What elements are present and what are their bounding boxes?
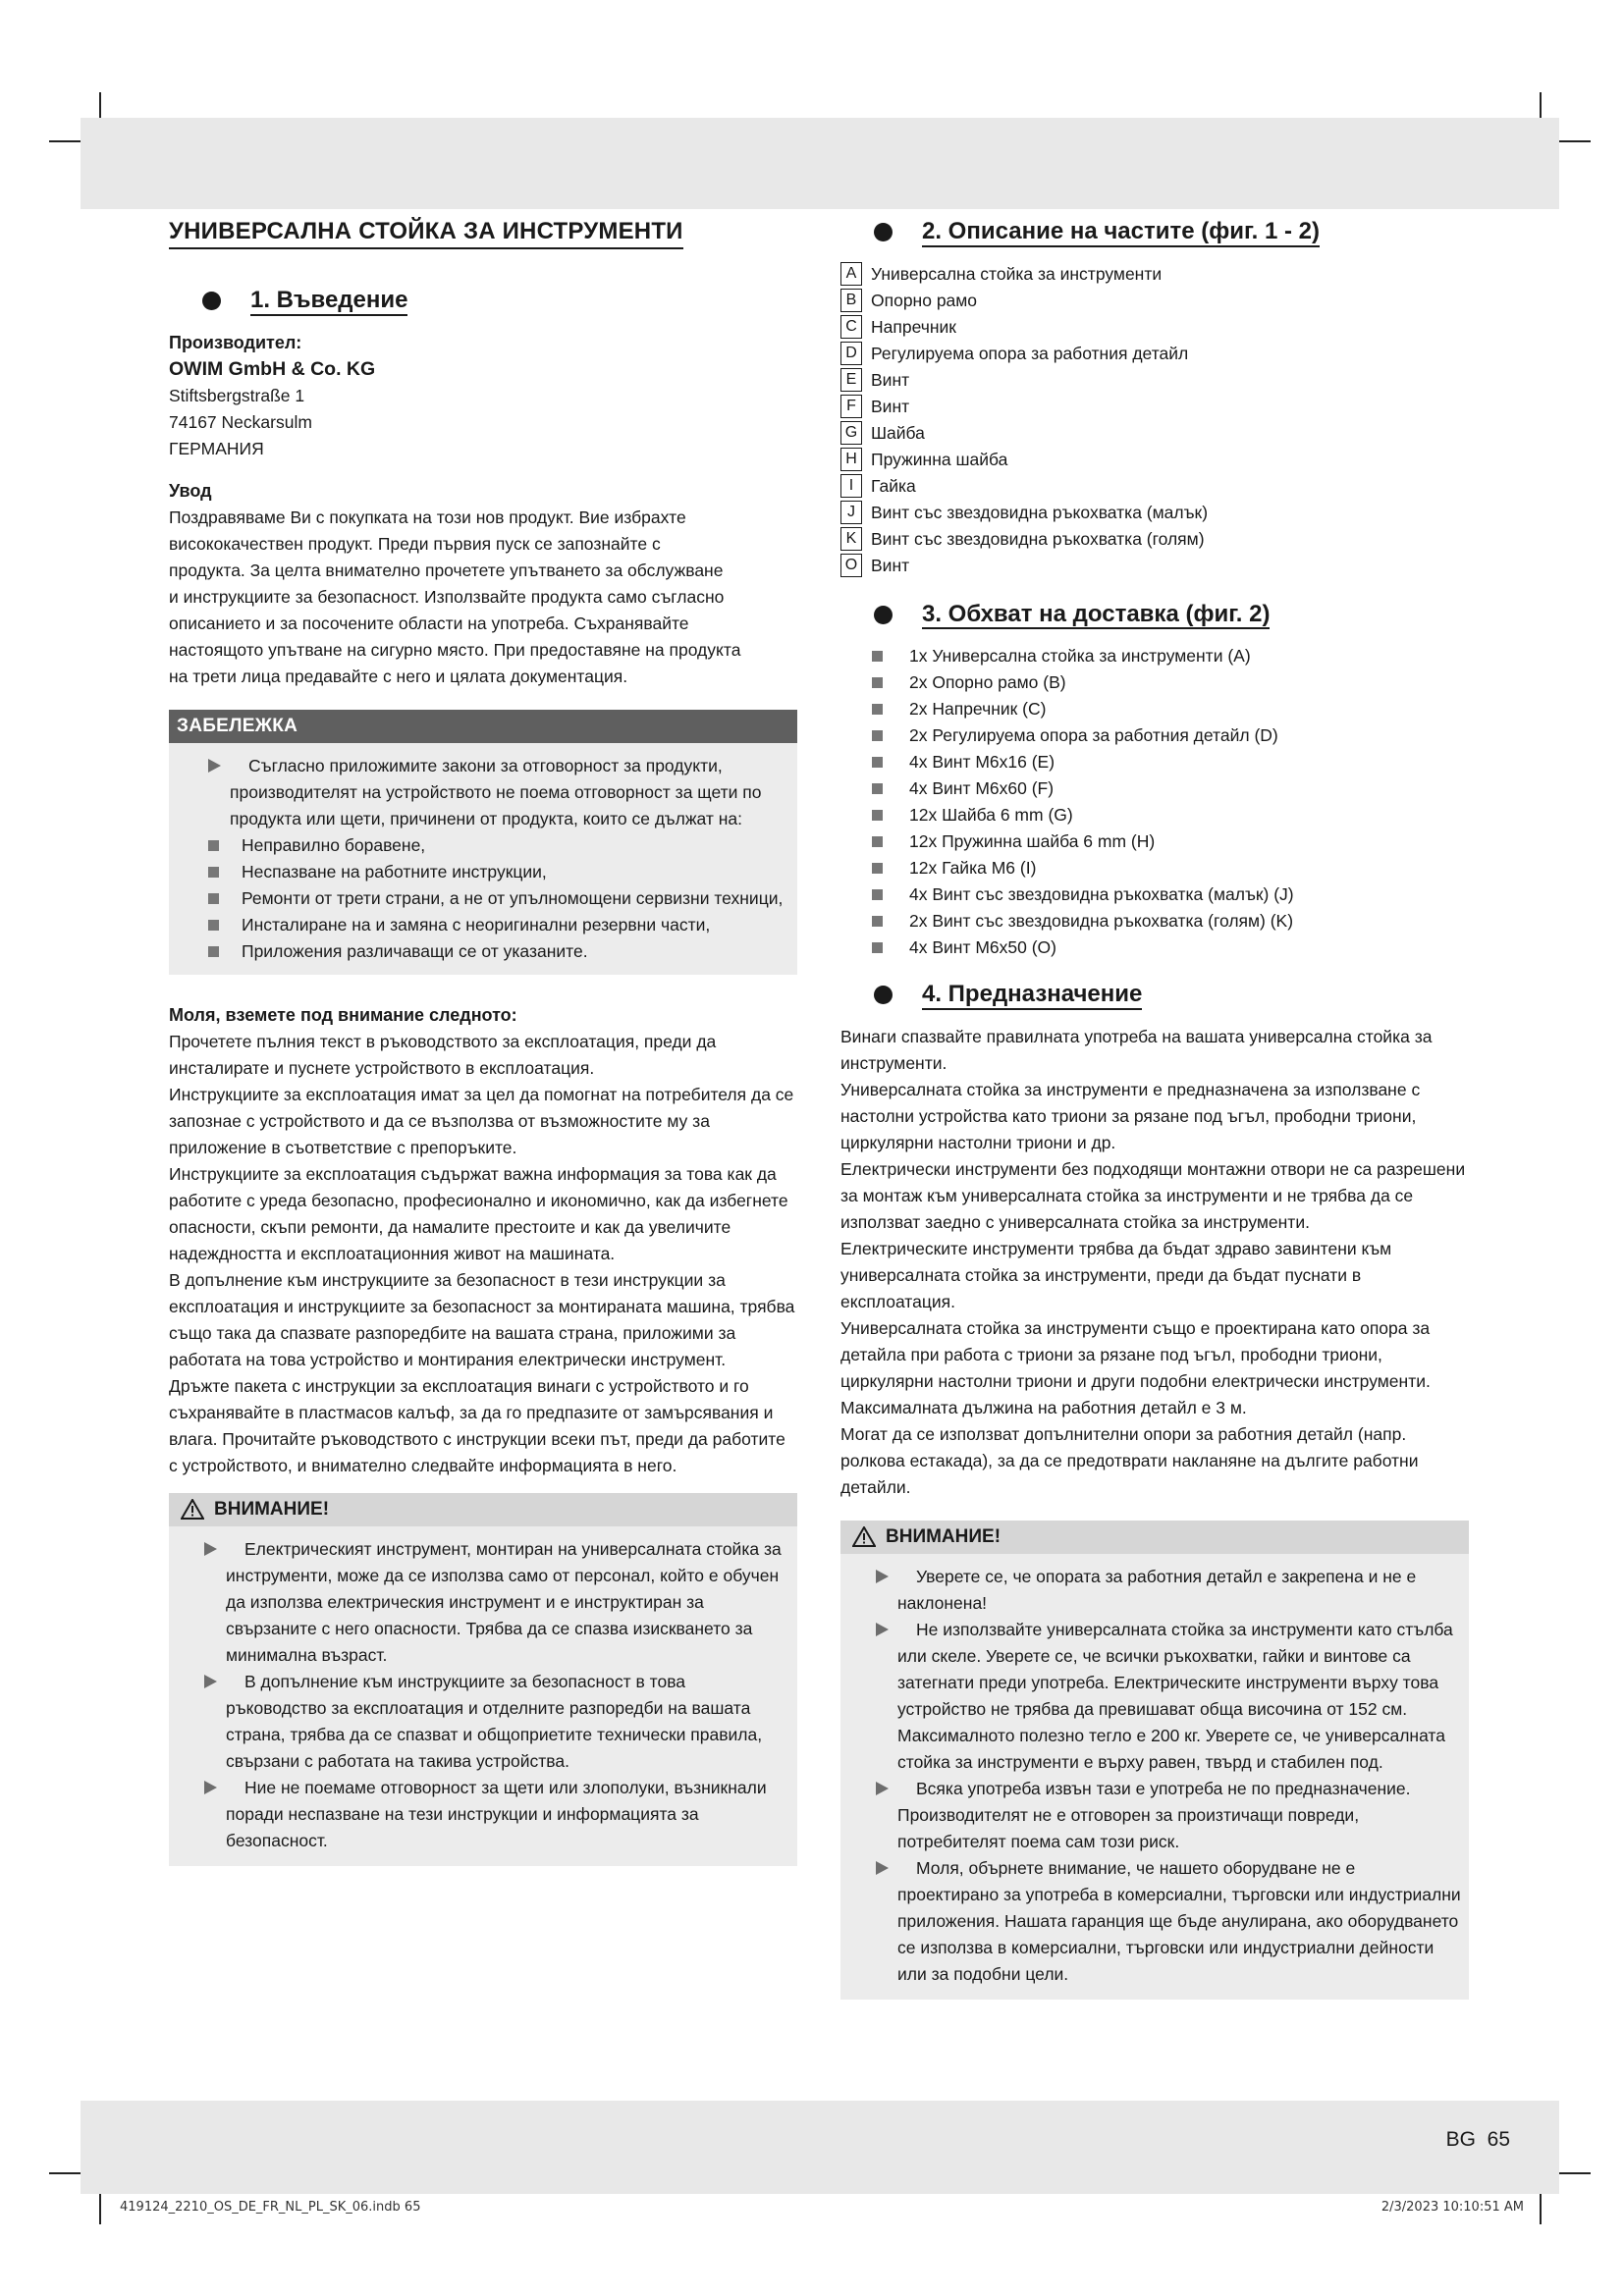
intro-line: Поздравяваме Ви с покупката на този нов продукт. Вие избрахте bbox=[169, 507, 686, 527]
part-item: C Напречник bbox=[840, 314, 1469, 341]
purpose-paragraph: Максималната дължина на работния детайл е 3 м. bbox=[840, 1397, 1247, 1417]
bullet-dot-icon bbox=[874, 986, 893, 1004]
scope-item: 2x Винт със звездовидна ръкохватка (голям) (K) bbox=[840, 908, 1469, 934]
part-item: H Пружинна шайба bbox=[840, 447, 1469, 473]
page-number: BG 65 bbox=[1445, 2128, 1510, 2151]
warning-item: Електрическият инструмент, монтиран на универсалната стойка за инструменти, може да се използва само от персонал, който е обучен да използва електрическия инструмент и е инструктиран за свързаните с него опасности. Трябва да се спазва изискването за минимална възраст. bbox=[204, 1536, 789, 1669]
warning-body bbox=[169, 1526, 797, 1866]
warning-triangle-icon bbox=[852, 1526, 876, 1547]
part-item: B Опорно рамо bbox=[840, 288, 1469, 314]
note-body bbox=[169, 743, 797, 975]
header-band bbox=[81, 118, 1559, 209]
warning-box-left bbox=[169, 1493, 797, 1866]
note-heading: ЗАБЕЛЕЖКА bbox=[169, 710, 797, 743]
warning-body bbox=[840, 1554, 1469, 2000]
part-item: I Гайка bbox=[840, 473, 1469, 500]
scope-item: 12x Шайба 6 mm (G) bbox=[840, 802, 1469, 828]
part-item: D Регулируема опора за работния детайл bbox=[840, 341, 1469, 367]
note-item: Ремонти от трети страни, а не от упълномощени сервизни техници, bbox=[208, 885, 789, 912]
warning-item: Не използвайте универсалната стойка за инструменти като стълба или скеле. Уверете се, че всички ръкохватки, гайки и винтове са затегнати преди употреба. Електрическите инструменти върху това устройство не трябва да превишават обща височина от 152 см. Максималното полезно тегло е 200 кг. Уверете се, че универсалната стойка за инструменти е върху равен, твърд и стабилен под. bbox=[876, 1617, 1461, 1776]
part-item: J Винт със звездовидна ръкохватка (малък) bbox=[840, 500, 1469, 526]
scope-item: 2x Опорно рамо (B) bbox=[840, 669, 1469, 696]
warning-item: Уверете се, че опората за работния детайл е закрепена и не е наклонена! bbox=[876, 1564, 1461, 1617]
part-item: E Винт bbox=[840, 367, 1469, 394]
footer-file: 419124_2210_OS_DE_FR_NL_PL_SK_06.indb 65 bbox=[120, 2200, 421, 2215]
scope-heading: 3. Обхват на доставка (фиг. 2) bbox=[840, 601, 1469, 630]
purpose-paragraph: Електрически инструменти без подходящи монтажни отвори не са разрешени за монтаж към универсалната стойка за инструменти и не трябва да се използват заедно с универсалната стойка за инструменти. bbox=[840, 1158, 1466, 1232]
part-item: K Винт със звездовидна ръкохватка (голям) bbox=[840, 526, 1469, 553]
arrow-bullet-icon bbox=[876, 1570, 889, 1583]
consider-paragraph: Прочетете пълния текст в ръководството за експлоатация, преди да инсталирате и пуснете устройството в експлоатация. bbox=[169, 1031, 717, 1078]
arrow-bullet-icon bbox=[204, 1542, 217, 1556]
scope-item: 4x Винт със звездовидна ръкохватка (малък) (J) bbox=[840, 881, 1469, 908]
footer-date: 2/3/2023 10:10:51 AM bbox=[1380, 2200, 1524, 2215]
part-item: G Шайба bbox=[840, 420, 1469, 447]
intro-line: на трети лица предавайте с него и цялата документация. bbox=[169, 666, 628, 686]
warning-box-right bbox=[840, 1521, 1469, 2000]
arrow-bullet-icon bbox=[208, 759, 221, 773]
purpose-paragraph: Могат да се използват допълнителни опори за работния детайл (напр. ролкова естакада), за да се предотврати накланяне на дългите работни детайли. bbox=[840, 1423, 1419, 1497]
intro-line: и инструкциите за безопасност. Използвайте продукта само съгласно bbox=[169, 586, 725, 607]
left-column bbox=[169, 218, 797, 1866]
footer-band bbox=[81, 2101, 1559, 2194]
warning-item: Моля, обърнете внимание, че нашето оборудване не е проектирано за употреба в комерсиални, търговски или индустриални приложения. Нашата гаранция ще бъде анулирана, ако оборудването се използва в комерсиални, търговски или индустриални дейности или за подобни цели. bbox=[876, 1855, 1461, 1988]
arrow-bullet-icon bbox=[876, 1623, 889, 1636]
arrow-bullet-icon bbox=[204, 1675, 217, 1688]
purpose-paragraph: Универсалната стойка за инструменти също е проектирана като опора за детайла при работа с триони за рязане под ъгъл, прободни триони, циркулярни настолни триони и други подобни електрически инструменти. bbox=[840, 1317, 1431, 1391]
intro-line: висококачествен продукт. Преди първия пуск се запознайте с bbox=[169, 533, 661, 554]
note-item: Инсталиране на и замяна с неоригинални резервни части, bbox=[208, 912, 789, 938]
scope-item: 2x Напречник (C) bbox=[840, 696, 1469, 722]
note-box bbox=[169, 710, 797, 975]
purpose-heading: 4. Предназначение bbox=[840, 981, 1469, 1010]
scope-item: 1x Универсална стойка за инструменти (A) bbox=[840, 643, 1469, 669]
purpose-paragraph: Винаги спазвайте правилната употреба на вашата универсална стойка за инструменти. bbox=[840, 1026, 1433, 1073]
arrow-bullet-icon bbox=[204, 1781, 217, 1794]
warning-item: В допълнение към инструкциите за безопасност в това ръководство за експлоатация и отделните разпоредби на вашата страна, трябва да се спазват и общоприетите технически правила, свързани с работата на такива устройства. bbox=[204, 1669, 789, 1775]
consider-paragraph: Инструкциите за експлоатация съдържат важна информация за това как да работите с уреда безопасно, професионално и икономично, как да избегнете опасности, скъпи ремонти, да намалите престоите и как да увеличите надеждността и експлоатационния живот на машината. bbox=[169, 1163, 788, 1263]
company-name: OWIM GmbH & Co. KG bbox=[169, 357, 376, 380]
arrow-bullet-icon bbox=[876, 1861, 889, 1875]
bullet-dot-icon bbox=[202, 292, 221, 310]
scope-item: 12x Гайка M6 (I) bbox=[840, 855, 1469, 881]
consider-paragraph: В допълнение към инструкциите за безопасност в тези инструкции за експлоатация и инструкциите за безопасност за монтираната машина, трябва също така да спазвате разпоредбите на вашата страна, приложими за работата на това устройство и монтирания електрически инструмент. bbox=[169, 1269, 795, 1369]
address-line: 74167 Neckarsulm bbox=[169, 411, 312, 432]
bullet-dot-icon bbox=[874, 606, 893, 624]
consider-paragraph: Инструкциите за експлоатация имат за цел да помогнат на потребителя да се запознае с устройството и да се възползва от възможностите му за приложение в съответствие с препоръките. bbox=[169, 1084, 794, 1157]
right-column bbox=[840, 218, 1469, 2000]
part-item: O Винт bbox=[840, 553, 1469, 579]
scope-list bbox=[840, 643, 1469, 961]
part-item: A Универсална стойка за инструменти bbox=[840, 261, 1469, 288]
purpose-paragraph: Универсалната стойка за инструменти е предназначена за използване с настолни устройства като триони за рязане под ъгъл, прободни триони, циркулярни настолни триони и др. bbox=[840, 1079, 1421, 1152]
warning-item: Ние не поемаме отговорност за щети или злополуки, възникнали поради неспазване на тези инструкции и информацията за безопасност. bbox=[204, 1775, 789, 1854]
note-item: Приложения различаващи се от указаните. bbox=[208, 938, 789, 965]
address-line: ГЕРМАНИЯ bbox=[169, 438, 264, 458]
warning-triangle-icon bbox=[181, 1499, 204, 1520]
intro-line: настоящото упътване на сигурно място. При предоставяне на продукта bbox=[169, 639, 741, 660]
scope-item: 4x Винт M6x50 (O) bbox=[840, 934, 1469, 961]
intro-line: продукта. За целта внимателно прочетете упътването за обслужване bbox=[169, 560, 724, 580]
consider-paragraph: Дръжте пакета с инструкции за експлоатация винаги с устройството и го съхранявайте в пластмасов калъф, за да го предпазите от замърсявания и влага. Прочитайте ръководството с инструкции всеки път, преди да работите с устройството, и внимателно следвайте информацията в него. bbox=[169, 1375, 785, 1475]
consider-label: Моля, вземете под внимание следното: bbox=[169, 1004, 517, 1025]
scope-item: 4x Винт M6x16 (E) bbox=[840, 749, 1469, 775]
note-item: Неправилно боравене, bbox=[208, 832, 789, 859]
intro-line: описанието и за посочените области на употреба. Съхранявайте bbox=[169, 613, 689, 633]
purpose-paragraph: Електрическите инструменти трябва да бъдат здраво завинтени към универсалната стойка за инструменти, преди да бъдат пуснати в експлоатация. bbox=[840, 1238, 1392, 1311]
page-title: УНИВЕРСАЛНА СТОЙКА ЗА ИНСТРУМЕНТИ bbox=[169, 218, 683, 249]
scope-item: 2x Регулируема опора за работния детайл (D) bbox=[840, 722, 1469, 749]
address-line: Stiftsbergstraße 1 bbox=[169, 385, 305, 405]
bullet-dot-icon bbox=[874, 223, 893, 241]
arrow-bullet-icon bbox=[876, 1782, 889, 1795]
warning-heading: ВНИМАНИЕ! bbox=[840, 1521, 1469, 1554]
note-item: Неспазване на работните инструкции, bbox=[208, 859, 789, 885]
scope-item: 12x Пружинна шайба 6 mm (H) bbox=[840, 828, 1469, 855]
warning-heading: ВНИМАНИЕ! bbox=[169, 1493, 797, 1526]
warning-item: Всяка употреба извън тази е употреба не по предназначение. Производителят не е отговорен за произтичащи повреди, потребителят поема сам този риск. bbox=[876, 1776, 1461, 1855]
note-lead: Съгласно приложимите закони за отговорност за продукти, производителят на устройството не поема отговорност за щети по продукта или щети, причинени от продукта, които се дължат на: bbox=[208, 753, 789, 832]
manufacturer-label: Производител: bbox=[169, 332, 302, 352]
scope-item: 4x Винт M6x60 (F) bbox=[840, 775, 1469, 802]
intro-label: Увод bbox=[169, 480, 212, 501]
part-item: F Винт bbox=[840, 394, 1469, 420]
parts-list bbox=[840, 261, 1469, 579]
parts-heading: 2. Описание на частите (фиг. 1 - 2) bbox=[840, 218, 1469, 247]
intro-heading: 1. Въведение bbox=[169, 287, 797, 316]
